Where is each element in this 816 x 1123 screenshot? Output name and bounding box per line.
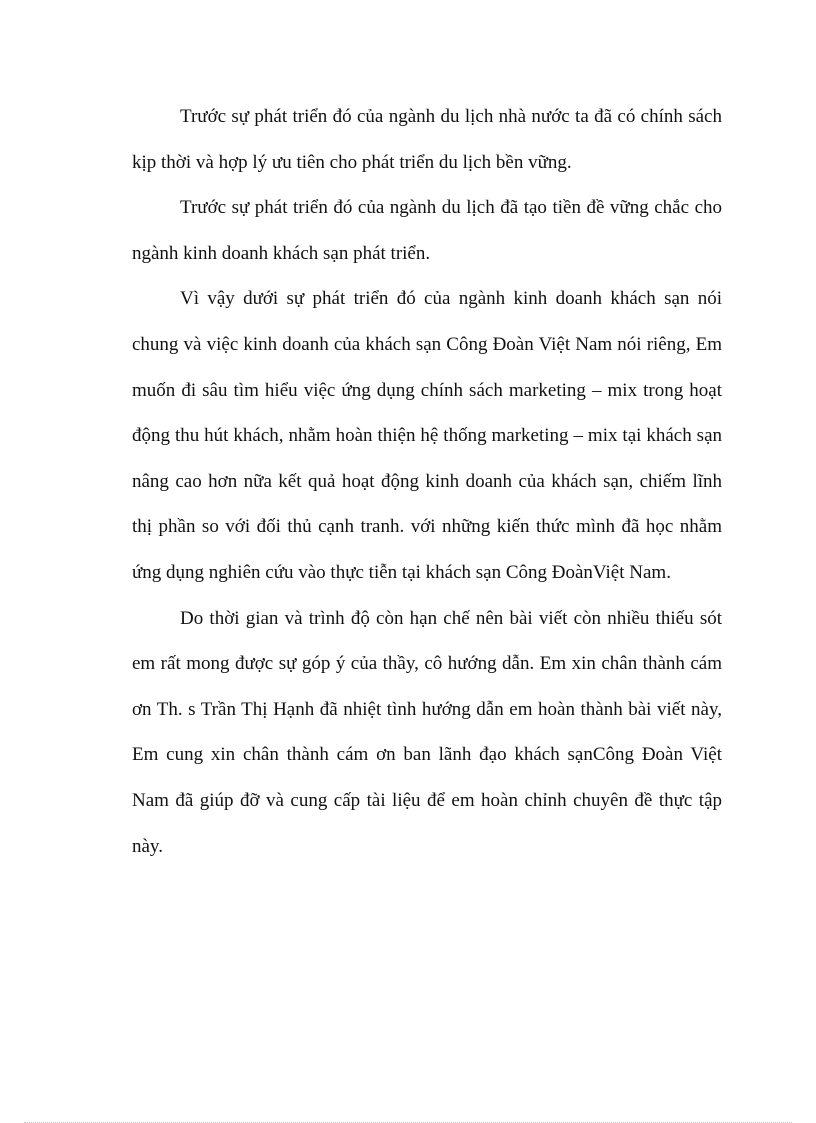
paragraph-1: Trước sự phát triển đó của ngành du lịch nhà nước ta đã có chính sách kịp thời và hợp lý ưu tiên cho phát triển du lịch bền vững. bbox=[132, 106, 722, 173]
paragraph-2: Trước sự phát triển đó của ngành du lịch đã tạo tiền đề vững chắc cho ngành kinh doanh khách sạn phát triển. bbox=[132, 197, 722, 264]
document-body bbox=[132, 94, 722, 869]
paragraph-3: Vì vậy dưới sự phát triển đó của ngành kinh doanh khách sạn nói chung và việc kinh doanh của khách sạn Công Đoàn Việt Nam nói riêng, Em muốn đi sâu tìm hiểu việc ứng dụng chính sách marketing – mix trong hoạt động thu hút khách, nhằm hoàn thiện hệ thống marketing – mix tại khách sạn nâng cao hơn nữa kết quả hoạt động kinh doanh của khách sạn, chiếm lĩnh thị phần so với đối thủ cạnh tranh. với những kiến thức mình đã học nhằm ứng dụng nghiên cứu vào thực tiễn tại khách sạn Công ĐoànViệt Nam. bbox=[132, 288, 722, 583]
paragraph-4: Do thời gian và trình độ còn hạn chế nên bài viết còn nhiều thiếu sót em rất mong được sự góp ý của thầy, cô hướng dẫn. Em xin chân thành cám ơn Th. s Trần Thị Hạnh đã nhiệt tình hướng dẫn em hoàn thành bài viết này, Em cung xin chân thành cám ơn ban lãnh đạo khách sạnCông Đoàn Việt Nam đã giúp đỡ và cung cấp tài liệu để em hoàn chỉnh chuyên đề thực tập này. bbox=[132, 607, 722, 857]
